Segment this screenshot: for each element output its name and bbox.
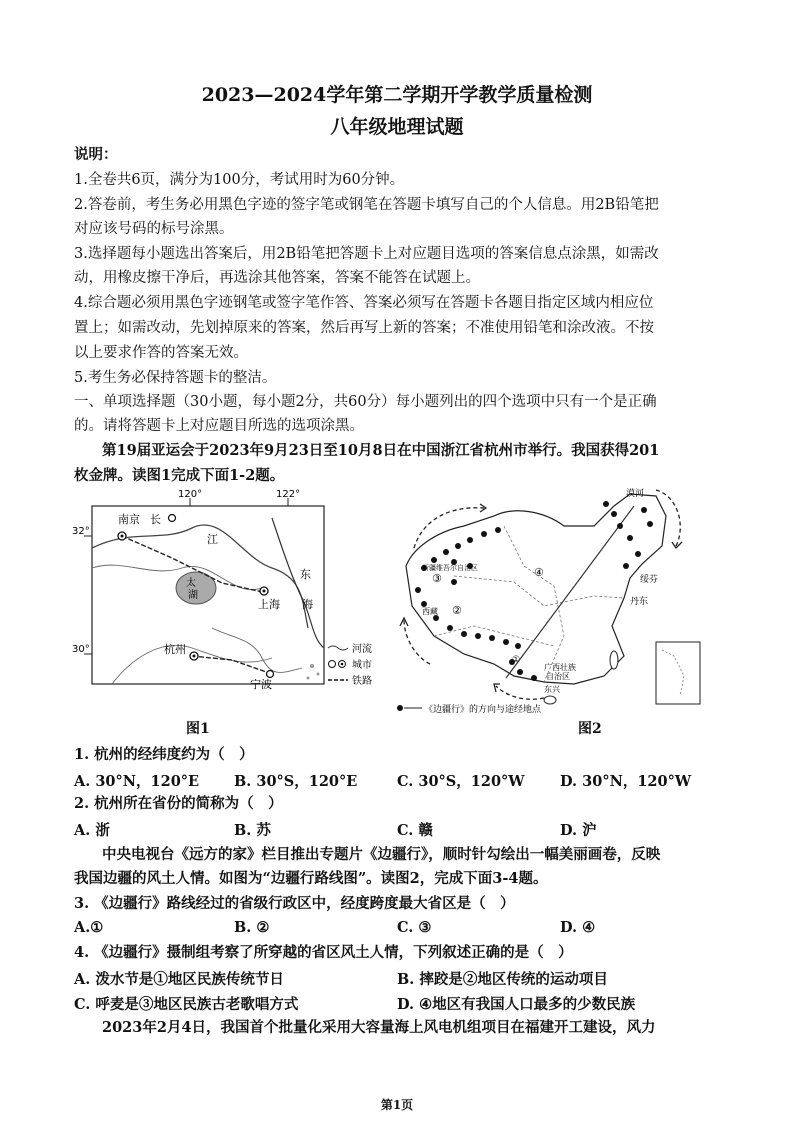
q2-option-b[interactable]: B. 苏 xyxy=(234,822,271,839)
figure-2-caption: 图2 xyxy=(578,721,602,737)
q3-option-b[interactable]: B. ② xyxy=(234,919,270,936)
place-label: 杭州 xyxy=(164,643,186,656)
legend-city: 城市 xyxy=(352,660,372,671)
q1-option-b[interactable]: B. 30°S，120°E xyxy=(234,773,358,790)
q3-option-a[interactable]: A.① xyxy=(74,919,104,936)
instruction-line: 动，用橡皮擦干净后，再选涂其他答案，答案不能答在试题上。 xyxy=(74,270,480,286)
instruction-line: 以上要求作答的答案无效。 xyxy=(74,345,248,361)
q1-option-d[interactable]: D. 30°N，120°W xyxy=(560,773,692,790)
instruction-line: 1.全卷共6页，满分为100分，考试用时为60分钟。 xyxy=(74,172,405,188)
region-label: 新疆维吾尔自治区 xyxy=(422,564,478,572)
instruction-line: 置上；如需改动，先划掉原来的答案，然后再写上新的答案；不准使用铅笔和涂改液。不按 xyxy=(74,320,654,336)
place-label: 东 xyxy=(300,568,311,581)
q4-option-b[interactable]: B. 摔跤是②地区传统的运动项目 xyxy=(397,971,608,988)
passage-1-line: 枚金牌。读图1完成下面1-2题。 xyxy=(74,467,285,484)
q2-option-d[interactable]: D. 沪 xyxy=(560,822,597,839)
instructions-heading: 说明： xyxy=(74,146,118,163)
place-label: 长 xyxy=(150,513,161,526)
q4-option-c[interactable]: C. 呼麦是③地区民族古老歌唱方式 xyxy=(74,996,299,1013)
lon-label: 122° xyxy=(276,489,301,500)
instruction-line: 对应该号码的标号涂黑。 xyxy=(74,221,234,237)
region-label: 绥芬 xyxy=(640,575,659,585)
instruction-line: 4.综合题必须用黑色字迹钢笔或签字笔作答、答案必须写在答题卡各题目指定区域内相应位 xyxy=(74,295,654,311)
instruction-line: 5.考生务必保持答题卡的整洁。 xyxy=(74,370,277,386)
passage-2-line: 中央电视台《远方的家》栏目推出专题片《边疆行》，顺时针勾绘出一幅美丽画卷，反映 xyxy=(102,846,661,863)
place-label: 江 xyxy=(207,533,218,546)
question-3-stem: 3. 《边疆行》路线经过的省级行政区中，经度跨度最大省区是（ ） xyxy=(74,895,515,912)
q1-option-c[interactable]: C. 30°S，120°W xyxy=(397,773,525,790)
region-label: 自治区 xyxy=(546,672,570,681)
passage-2-line: 我国边疆的风土人情。如图为“边疆行路线图”。读图2，完成下面3-4题。 xyxy=(74,870,548,887)
instruction-line: 2.答卷前，考生务必用黑色字迹的签字笔或钢笔在答题卡填写自己的个人信息。用2B铅笔把 xyxy=(74,197,659,213)
passage-3-line: 2023年2月4日，我国首个批量化采用大容量海上风电机组项目在福建开工建设，风力 xyxy=(102,1019,656,1036)
instruction-line: 3.选择题每小题选出答案后，用2B铅笔把答题卡上对应题目选项的答案信息点涂黑，如需改 xyxy=(74,246,659,262)
section-heading: 一、单项选择题（30小题，每小题2分，共60分）每小题列出的四个选项中只有一个是正确 xyxy=(74,394,657,410)
passage-1-line: 第19届亚运会于2023年9月23日至10月8日在中国浙江省杭州市举行。我国获得201 xyxy=(102,442,660,459)
place-label: 湖 xyxy=(188,590,198,601)
question-4-stem: 4. 《边疆行》摄制组考察了所穿越的省区风土人情，下列叙述正确的是（ ） xyxy=(74,944,573,961)
place-label: 太 xyxy=(186,578,196,589)
question-1-stem: 1. 杭州的经纬度约为（ ） xyxy=(74,746,254,763)
place-label: 海 xyxy=(302,598,313,611)
city-ningbo xyxy=(267,671,274,678)
place-label: 宁波 xyxy=(250,678,272,691)
q4-option-a[interactable]: A. 泼水节是①地区民族传统节日 xyxy=(74,971,284,988)
figure-2-legend: 《边疆行》的方向与途经地点 xyxy=(424,705,542,714)
page-number: 第1页 xyxy=(380,1098,414,1112)
figure-1-map xyxy=(72,488,372,708)
lat-label: 32° xyxy=(72,526,90,537)
lat-label: 30° xyxy=(72,644,90,655)
legend-river: 河流 xyxy=(352,644,372,655)
section-heading-cont: 的。请将答题卡上对应题目所选的选项涂黑。 xyxy=(74,418,364,434)
q4-option-d[interactable]: D. ④地区有我国人口最多的少数民族 xyxy=(397,996,636,1013)
q1-option-a[interactable]: A. 30°N，120°E xyxy=(74,773,200,790)
region-label: 丹东 xyxy=(630,597,649,607)
place-label: 上海 xyxy=(258,598,280,611)
q2-option-a[interactable]: A. 浙 xyxy=(74,822,110,839)
region-number: ① xyxy=(512,655,521,665)
region-label: 广西壮族 xyxy=(544,663,576,672)
q3-option-c[interactable]: C. ③ xyxy=(397,919,432,936)
exam-title: 2023—2024学年第二学期开学教学质量检测 xyxy=(201,84,593,106)
place-label: 南京 xyxy=(118,513,140,526)
region-label: 东兴 xyxy=(544,685,560,694)
region-number: ② xyxy=(452,604,462,617)
region-label: 西藏 xyxy=(422,607,438,616)
question-2-stem: 2. 杭州所在省份的简称为（ ） xyxy=(74,795,283,812)
region-number: ④ xyxy=(534,566,544,579)
region-number: 漠河 xyxy=(626,489,645,499)
lon-label: 120° xyxy=(178,489,203,500)
figure-1-caption: 图1 xyxy=(186,721,210,737)
legend-railway: 铁路 xyxy=(352,676,372,687)
q3-option-d[interactable]: D. ④ xyxy=(560,919,596,936)
exam-subtitle: 八年级地理试题 xyxy=(330,116,464,138)
region-number: ③ xyxy=(432,572,442,585)
figure-2-map xyxy=(394,486,714,714)
q2-option-c[interactable]: C. 赣 xyxy=(397,822,433,839)
